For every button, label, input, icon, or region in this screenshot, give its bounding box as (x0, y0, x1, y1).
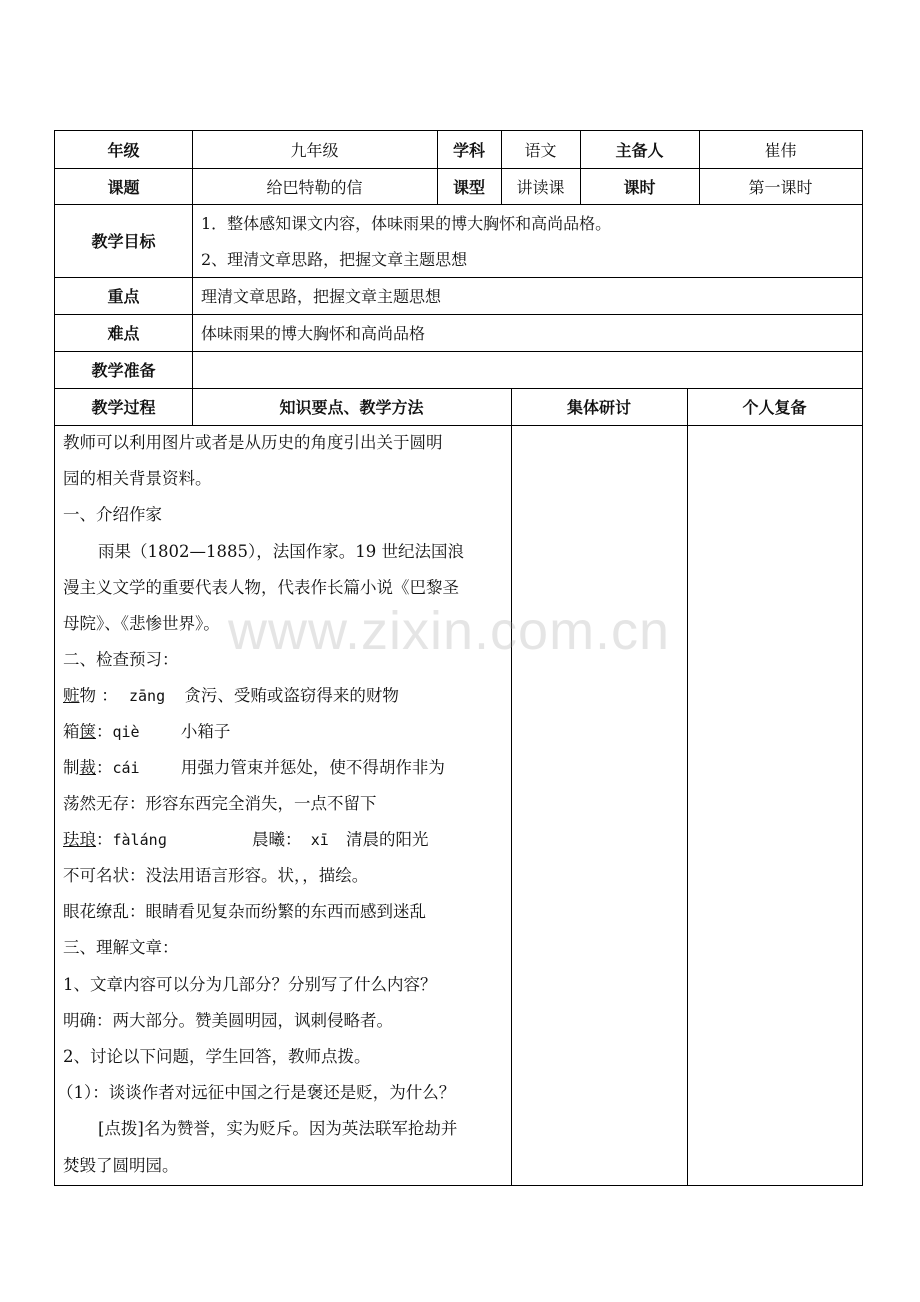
vocab-word-prefix: 箱 (63, 722, 80, 741)
key-point-value: 理清文章思路，把握文章主题思想 (201, 287, 442, 306)
vocab-colon: ： (96, 830, 113, 849)
topic-value: 给巴特勒的信 (266, 177, 363, 197)
content-line: 教师可以利用图片或者是从历史的角度引出关于圆明 (63, 433, 443, 452)
difficulty-value: 体味雨果的博大胸怀和高尚品格 (201, 324, 426, 343)
vocab-item (63, 722, 230, 742)
vocab-pinyin: cái (112, 759, 140, 777)
watermark: www.zixin.com.cn (228, 601, 671, 661)
question: 2、讨论以下问题，学生回答，教师点拨。 (63, 1047, 371, 1066)
goal-item-1: 1．整体感知课文内容，体味雨果的博大胸怀和高尚品格。 (201, 213, 612, 233)
grade-label: 年级 (107, 141, 140, 160)
vocab-word: 晨曦： (251, 830, 302, 849)
period-value: 第一课时 (748, 177, 813, 197)
vocab-item: 不可名状：没法用语言形容。状，，描绘。 (63, 866, 369, 885)
answer: 明确：两大部分。赞美圆明园，讽刺侵略者。 (63, 1011, 393, 1030)
vocab-definition: 清晨的阳光 (346, 830, 429, 849)
content-line: 园的相关背景资料。 (63, 469, 212, 488)
preparer-label: 主备人 (615, 141, 664, 160)
content-line: 母院》、《悲惨世界》。 (63, 614, 220, 633)
section-heading: 二、检查预习： (63, 650, 179, 669)
section-heading: 三、理解文章： (63, 938, 179, 957)
vocab-item (63, 686, 399, 706)
vocab-item (63, 758, 445, 778)
section-heading: 一、介绍作家 (63, 505, 162, 524)
vocab-definition: 用强力管束并惩处，使不得胡作非为 (180, 758, 445, 777)
vocab-word: 裁 (79, 758, 96, 777)
vocab-item: 荡然无存：形容东西完全消失，一点不留下 (63, 794, 377, 813)
vocab-item (63, 830, 429, 850)
subject-label: 学科 (452, 141, 485, 160)
question: 1、文章内容可以分为几部分？分别写了什么内容？ (63, 975, 437, 994)
content-line: 漫主义文学的重要代表人物，代表作长篇小说《巴黎圣 (63, 578, 459, 597)
vocab-definition: 小箱子 (180, 722, 231, 741)
type-label: 课型 (452, 177, 485, 197)
vocab-colon: ： (96, 722, 113, 741)
goals-label: 教学目标 (91, 232, 156, 251)
hint: 焚毁了圆明园。 (63, 1156, 179, 1175)
collective-header: 集体研讨 (566, 398, 631, 417)
process-label: 教学过程 (91, 398, 156, 417)
vocab-word-prefix: 制 (63, 758, 80, 777)
vocab-pinyin: zāng (129, 687, 166, 705)
vocab-word: 箧 (79, 722, 96, 741)
vocab-word: 珐琅 (63, 830, 96, 849)
vocab-colon: ： (96, 758, 113, 777)
knowledge-header: 知识要点、教学方法 (279, 398, 424, 417)
vocab-pinyin: xī (310, 831, 329, 849)
type-value: 讲读课 (516, 177, 565, 197)
preparation-value (192, 351, 861, 388)
grade-value: 九年级 (290, 141, 339, 160)
sub-question: （1）：谈谈作者对远征中国之行是褒还是贬，为什么？ (57, 1083, 456, 1102)
personal-header: 个人复备 (742, 398, 807, 417)
vocab-item: 眼花缭乱：眼睛看见复杂而纷繁的东西而感到迷乱 (63, 902, 426, 921)
topic-label: 课题 (107, 177, 140, 197)
difficulty-label: 难点 (107, 324, 140, 343)
col-divider (687, 388, 688, 1185)
col-divider (511, 388, 512, 1185)
preparer-value: 崔伟 (764, 141, 797, 160)
content-line: 雨果（1802—1885），法国作家。19 世纪法国浪 (98, 542, 464, 561)
vocab-pinyin: qiè (112, 723, 140, 741)
vocab-pinyin: fàlánɡ (112, 831, 167, 849)
period-label: 课时 (623, 177, 656, 197)
key-point-label: 重点 (107, 287, 140, 306)
preparation-label: 教学准备 (91, 361, 156, 380)
vocab-word-rest: 物 ： (79, 686, 118, 705)
vocab-definition: 贪污、受贿或盗窃得来的财物 (184, 686, 399, 705)
vocab-word: 赃 (63, 686, 80, 705)
goal-item-2: 2、理清文章思路，把握文章主题思想 (201, 250, 468, 269)
lesson-content (55, 425, 511, 1185)
hint: [点拨]名为赞誉，实为贬斥。因为英法联军抢劫并 (98, 1119, 458, 1138)
subject-value: 语文 (524, 141, 557, 160)
